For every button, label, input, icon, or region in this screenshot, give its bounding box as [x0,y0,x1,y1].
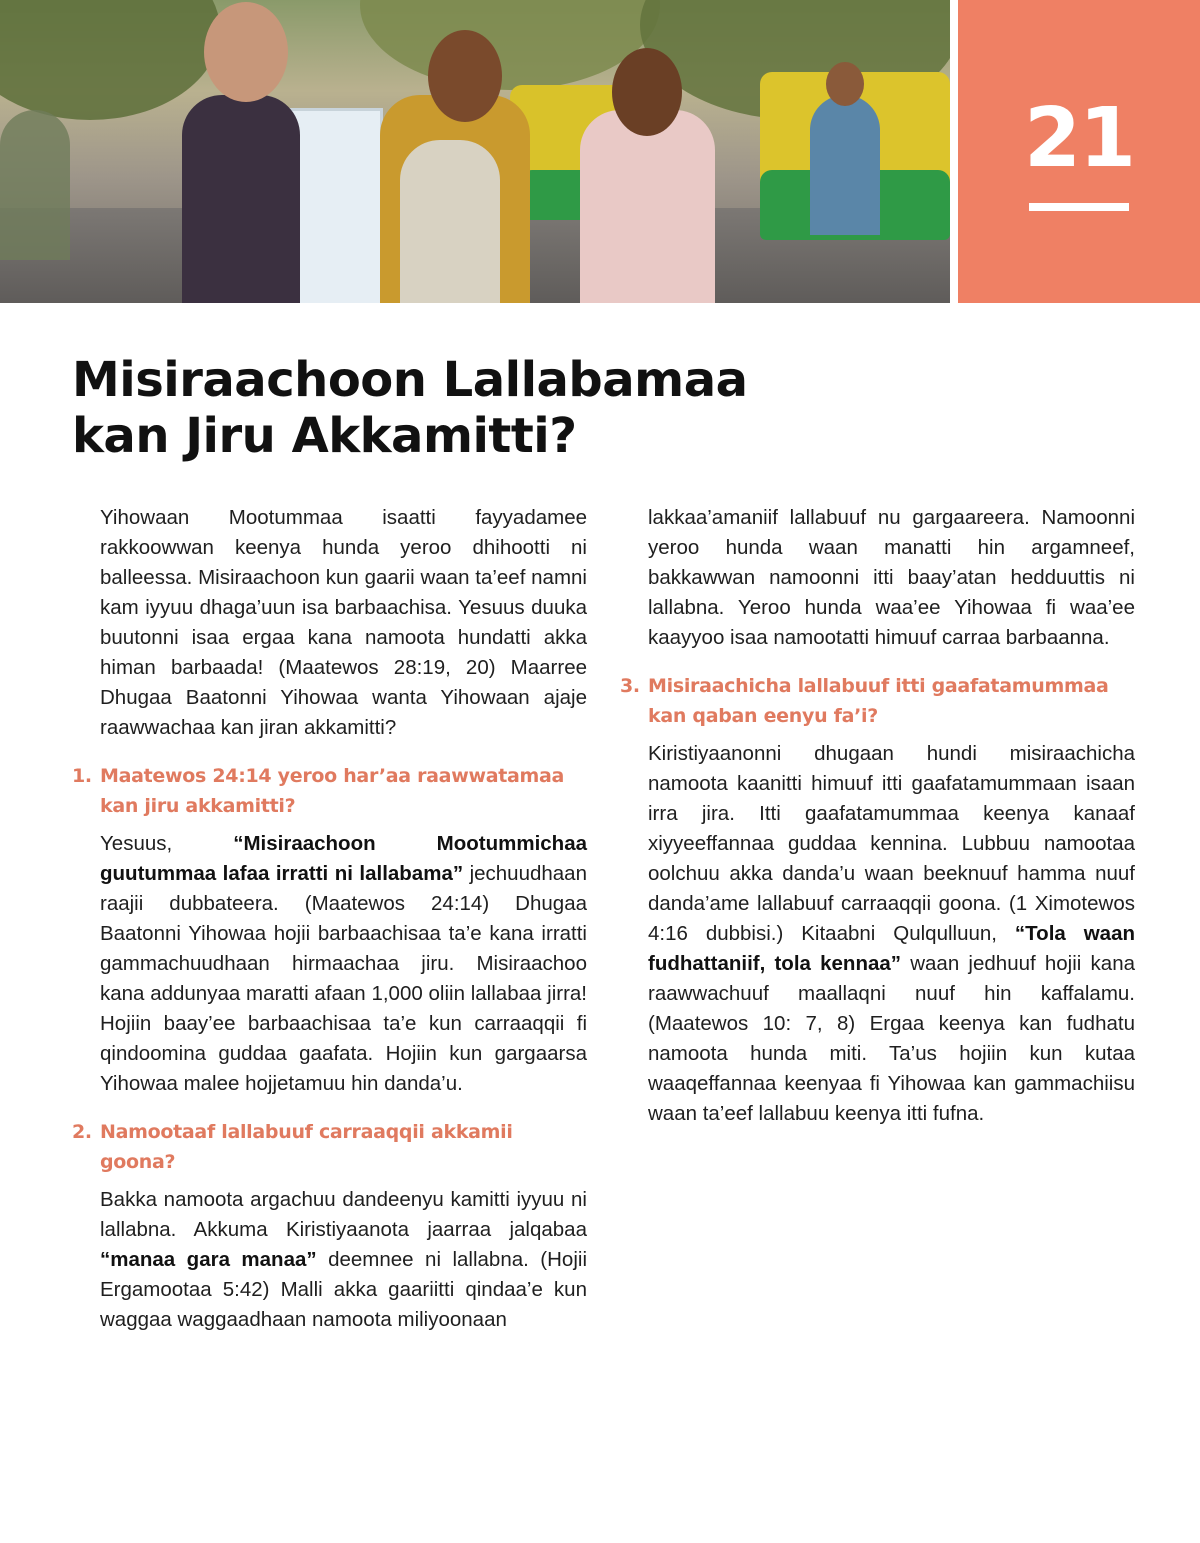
answer-text: jechuudhaan raajii dubbateera. (Maatewos 24:14) Dhugaa Baatonni Yihowaa hojii barbaachisaa ta’e kana irratti gammachuudhaan hirmaachaa jiru. Misiraachoo kana addunyaa maratti afaan 1,000 oliin lallabaa jirra! Hojiin baay’ee barbaachisaa ta’e kun carraaqqii fi qindoomina guddaa gaafata. Hojiin kun gargaarsa Yihowaa malee hojjetamuu hin danda’u. [100,862,587,1095]
chapter-badge [958,0,1200,303]
question-2 [72,1117,587,1177]
question-number: 2. [72,1121,92,1143]
answer-text: waan jedhuuf hojii kana raawwachuuf maallaqni nuuf hin kaffalamu. (Maatewos 10: 7, 8) Ergaa keenya kan fudhatu namoota hunda miti. Ta’us hojiin kun kutaa waaqeffannaa keenyaa fi Yihowaa kan gammachiisu waan ta’eef lallabuu keenya itti fufna. [648,952,1135,1125]
answer-2: Bakka namoota argachuu dandeenyu kamitti iyyuu ni lallabna. Akkuma Kiristiyaanota jaarraa jalqabaa “manaa gara manaa” deemnee ni lallabna. (Hojii Ergamootaa 5:42) Malli akka gaariitti qindaa’e kun waggaa waggaadhaan namoota miliyoonaan [100,1188,587,1331]
question-text: Namootaaf lallabuuf carraaqqii akkamii goona? [100,1121,513,1173]
question-1 [72,761,587,821]
answer-3 [648,739,1135,1129]
left-column [72,503,587,1335]
right-column [620,503,1135,1129]
chapter-number: 21 [1023,91,1135,186]
answer-text: Yesuus, [100,832,234,855]
answer-quote: “Tola waan fudhattaniif, tola kennaa” [648,922,1135,975]
header-photo [0,0,950,303]
question-3 [620,671,1135,731]
intro-paragraph: Yihowaan Mootummaa isaatti fayyadamee rakkoowwan keenya hunda yeroo dhihootti ni balleessa. Misiraachoon kun gaarii waan ta’eef namni kam iyyuu dhaga’uun isa barbaachisa. Yesuus duuka buutonni isaa ergaa kana namoota hundatti akka himan barbaada! (Maatewos 28:19, 20) Maarree Dhugaa Baatonni Yihowaa wanta Yihowaan ajaje raawwachaa kan jiran akkamitti? [100,506,587,739]
page-title-line2: kan Jiru Akkamitti? [72,408,577,464]
question-text: Maatewos 24:14 yeroo har’aa raawwatamaa kan jiru akkamitti? [100,765,565,817]
question-text: Misiraachicha lallabuuf itti gaafatamummaa kan qaban eenyu fa’i? [648,675,1109,727]
chapter-underline [1029,203,1129,211]
page-title-line1: Misiraachoon Lallabamaa [72,352,748,408]
answer-1 [100,829,587,1099]
answer-text: Kiristiyaanonni dhugaan hundi misiraachicha namoota kaanitti himuuf itti gaafatamummaan isaan irra jira. Itti gaafatamummaa keenya kanaaf xiyyeeffannaa guddaa kennina. Lubbuu namootaa oolchuu akka danda’u waan beeknuuf hamma nuuf danda’ame lallabuuf carraaqqii goona. (1 Ximotewos 4:16 dubbisi.) Kitaabni Qulqulluun, [648,742,1135,945]
question-number: 1. [72,765,92,787]
answer-2-continued: lakkaa’amaniif lallabuuf nu gargaareera. Namoonni yeroo hunda waan manatti hin argamneef, bakkawwan namoonni itti baay’atan hedduuttis ni lallabna. Yeroo hunda waa’ee Yihowaa fi waa’ee kaayyoo isaa namootatti himuuf carraa barbaanna. [648,506,1135,649]
page-title [72,352,872,464]
answer-quote: “Misiraachoon Mootummichaa guutummaa lafaa irratti ni lallabama” [100,832,588,885]
answer-quote: “manaa gara manaa” [100,1248,317,1271]
question-number: 3. [620,675,640,697]
